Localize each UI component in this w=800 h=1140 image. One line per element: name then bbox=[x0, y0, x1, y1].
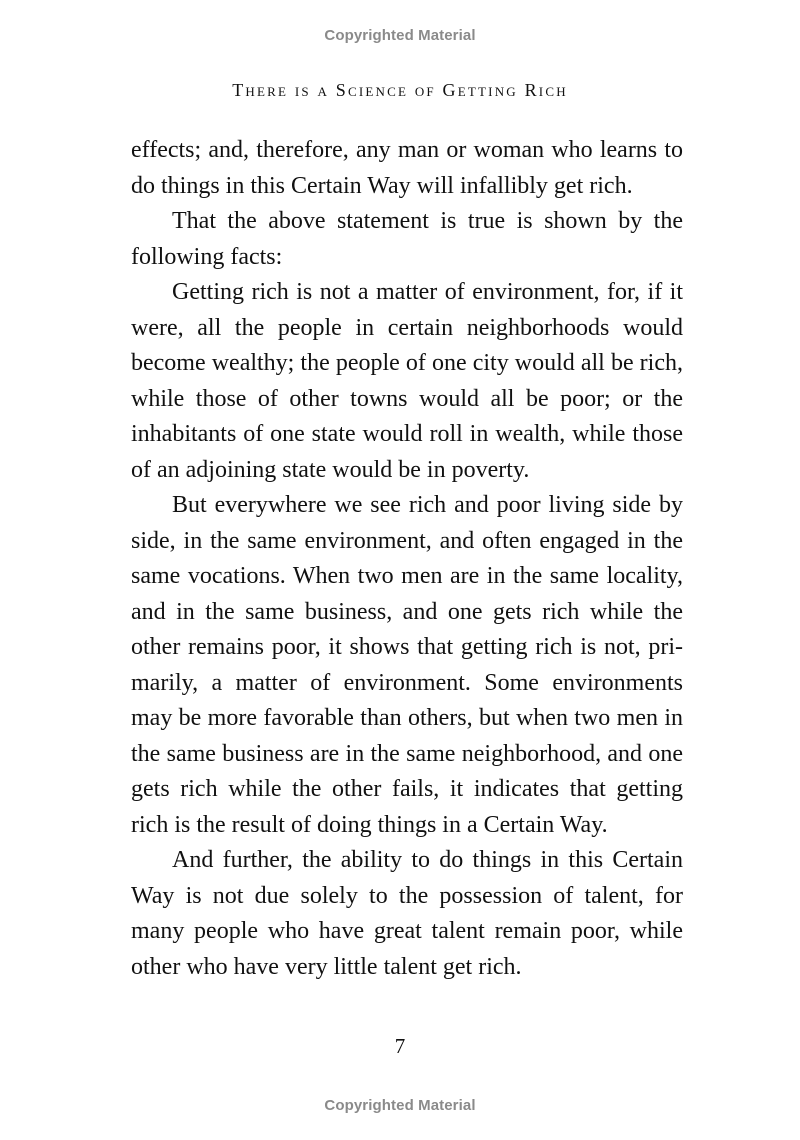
copyright-watermark-top: Copyrighted Material bbox=[324, 27, 476, 44]
paragraph: And further, the ability to do things in this Certain Way is not due solely to the possession of talent, for many people who have great talent remain poor, while other who have very little talent get rich. bbox=[131, 847, 683, 980]
paragraph: effects; and, therefore, any man or woman who learns to do things in this Certain Way will infallibly get rich. bbox=[131, 137, 683, 199]
paragraph: Getting rich is not a matter of environment, for, if it were, all the people in certain neighborhoods would become wealthy; the people of one city would all be rich, while those of other towns would all be poor; or the inhabitants of one state would roll in wealth, while those of an adjoining state would be in poverty. bbox=[131, 279, 683, 483]
body-text bbox=[131, 133, 683, 985]
page-number: 7 bbox=[394, 1034, 406, 1058]
running-head: There is a Science of Getting Rich bbox=[232, 80, 568, 100]
copyright-watermark-bottom: Copyrighted Material bbox=[324, 1097, 476, 1114]
paragraph: But everywhere we see rich and poor living side by side, in the same environment, and often engaged in the same vocations. When two men are in the same locality, and in the same business, and one gets rich while the other remains poor, it shows that getting rich is not, primarily, a matter of environment. Some environments may be more favorable than others, but when two men in the same business are in the same neighborhood, and one gets rich while the other fails, it indicates that getting rich is the result of doing things in a Certain Way. bbox=[131, 492, 683, 838]
paragraph: That the above statement is true is shown by the following facts: bbox=[131, 208, 683, 270]
